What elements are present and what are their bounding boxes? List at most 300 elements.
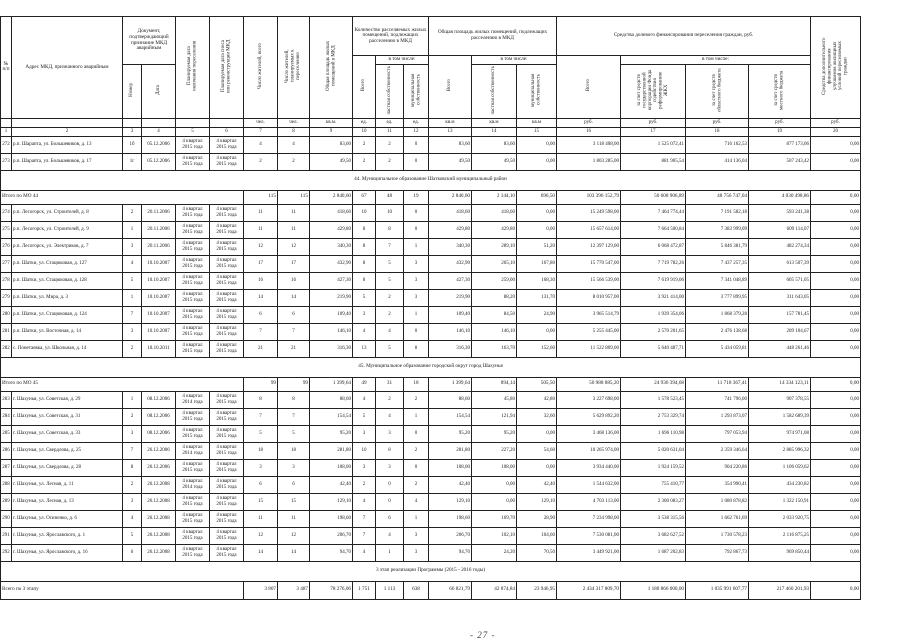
table-cell: 0,00 (811, 527, 861, 544)
table-cell: 157 781,45 (749, 306, 811, 323)
table-cell: 167,80 (517, 255, 557, 272)
table-row (1, 136, 861, 153)
table-cell: 0 (376, 493, 404, 510)
table-row (1, 425, 861, 442)
total-44-cell: 115 (244, 190, 278, 204)
table-cell: 2 (376, 391, 404, 408)
units-row-cell: руб. (749, 118, 811, 127)
units-row-cell: руб. (557, 118, 621, 127)
table-cell: 2 (376, 136, 404, 153)
table-cell: 1 (123, 391, 142, 408)
table-cell: 1 (404, 306, 429, 323)
table-cell: 316,30 (310, 340, 353, 357)
total-stage-label: Всего по 3 этапу (1, 581, 244, 599)
table-cell: 3 (404, 272, 429, 289)
table-cell: 11 (244, 221, 278, 238)
table-cell: 4 (376, 527, 404, 544)
table-cell: 26.12.2006 (142, 442, 176, 459)
total-45-cell: 49 (353, 377, 376, 391)
table-cell: 0,00 (517, 204, 557, 221)
column-numbers-row-cell: 14 (472, 127, 517, 136)
table-cell: 8 (244, 391, 278, 408)
table-cell: 4 квартал 2015 года (176, 255, 210, 272)
table-cell: 28,90 (517, 510, 557, 527)
table-row (1, 442, 861, 459)
table-cell: 198,60 (429, 510, 472, 527)
units-row-cell: ед. (353, 118, 376, 127)
table-cell: 4 квартал 2015 года (176, 527, 210, 544)
header-funding-incl: в том числе: (621, 56, 811, 65)
table-cell: 432,90 (429, 255, 472, 272)
table-cell: 26.12.2006 (142, 459, 176, 476)
table-cell: 414 136,04 (686, 153, 749, 170)
total-44 (1, 190, 861, 204)
table-cell: 0,00 (811, 238, 861, 255)
total-44-cell: 115 (278, 190, 310, 204)
table-cell: 4 квартал 2015 года (176, 306, 210, 323)
table-cell: 08.12.2006 (142, 391, 176, 408)
table-cell: 7 341 048,89 (686, 272, 749, 289)
table-cell: 427,30 (310, 272, 353, 289)
table-cell: 265,10 (472, 255, 517, 272)
table-cell: 4 квартал 2015 года (176, 136, 210, 153)
header-funding: Средства долевого финансирования переселения граждан, руб. (557, 17, 811, 56)
table-cell: 11 (278, 204, 310, 221)
table-cell: 507 243,42 (749, 153, 811, 170)
table-cell: 281,80 (429, 442, 472, 459)
units-row-cell (12, 118, 123, 127)
table-cell: 797 053,94 (686, 425, 749, 442)
table-cell: 7 (353, 510, 376, 527)
total-44-cell: 48 (376, 190, 404, 204)
table-cell: 15 (244, 493, 278, 510)
table-cell: 609 114,07 (749, 221, 811, 238)
table-cell: 1 (123, 221, 142, 238)
table-cell: 8 (376, 221, 404, 238)
document-sheet (0, 16, 861, 600)
table-row (1, 323, 861, 340)
table-cell: 5 (123, 527, 142, 544)
table-cell: 3 538 315,56 (621, 510, 686, 527)
table-cell: 1 080 878,82 (686, 493, 749, 510)
table-cell: 0 (404, 221, 429, 238)
table-cell: г. Шахунья, ул. Лесная, д. 11 (12, 476, 123, 493)
table-cell: 5 255 445,00 (557, 323, 621, 340)
table-cell: 7 (278, 323, 310, 340)
table-cell: 05.12.2006 (142, 153, 176, 170)
table-cell: 6 068 472,87 (621, 238, 686, 255)
table-cell: 4 (123, 255, 142, 272)
table-cell: 4 квартал 2015 года (210, 136, 244, 153)
table-cell: г. Шахунья, ул. Свердлова, д. 25 (12, 442, 123, 459)
table-cell: 277 (1, 255, 12, 272)
units-row-cell: руб. (686, 118, 749, 127)
table-cell: 1 939 354,06 (621, 306, 686, 323)
table-cell: 7 383 999,09 (686, 221, 749, 238)
column-numbers-row-cell: 5 (176, 127, 210, 136)
table-cell: 275 (1, 221, 12, 238)
table-cell: 0,00 (811, 391, 861, 408)
table-cell: 4 (376, 323, 404, 340)
column-numbers-row-cell: 17 (621, 127, 686, 136)
table-cell: 0 (404, 204, 429, 221)
table-cell: 276 (1, 238, 12, 255)
units-row-cell: чел. (278, 118, 310, 127)
table-cell: 0,00 (811, 493, 861, 510)
table-cell: 5 (353, 408, 376, 425)
table-cell: 1 924 159,52 (621, 459, 686, 476)
table-cell: 7 (244, 408, 278, 425)
table-cell: 26.12.2008 (142, 493, 176, 510)
table-cell: 4 (353, 391, 376, 408)
table-cell: 605 571,05 (749, 272, 811, 289)
table-cell: 3 777 899,95 (686, 289, 749, 306)
table-cell: 3 (404, 255, 429, 272)
table-cell: г. Шахунья, ул. Осипенко, д. 6 (12, 510, 123, 527)
header-area-total: Общая площадь жилых помещений в МКД (310, 17, 353, 119)
table-row (1, 510, 861, 527)
table-cell: 0 (404, 459, 429, 476)
table-cell: 198,60 (310, 510, 353, 527)
table-cell: 10.10.2007 (142, 272, 176, 289)
table-cell: 5 629 892,20 (557, 408, 621, 425)
page-signature: - 27 - (470, 630, 496, 640)
table-cell: 2 (376, 289, 404, 306)
table-cell: 4 квартал 2015 года (176, 204, 210, 221)
table-cell: 881 905,54 (621, 153, 686, 170)
table-cell: 20.11.2006 (142, 221, 176, 238)
table-cell: 288 (1, 476, 12, 493)
units-row-cell (210, 118, 244, 127)
table-cell: 4 квартал 2015 года (176, 221, 210, 238)
table-cell: 15 (278, 493, 310, 510)
table-cell: 280 (1, 306, 12, 323)
table-cell: 5 846 381,79 (686, 238, 749, 255)
section-45 (1, 357, 861, 377)
table-cell: 10.10.2007 (142, 289, 176, 306)
table-cell: 20.11.2006 (142, 238, 176, 255)
units-row-cell: руб. (811, 118, 861, 127)
table-cell: 907 378,55 (749, 391, 811, 408)
table-row (1, 221, 861, 238)
header-funding-regional: за счет средств областного бюджета (686, 65, 749, 119)
table-cell: 10 (353, 204, 376, 221)
table-cell: 121,94 (472, 408, 517, 425)
header-plan-relocation: Планируемая дата окончания переселения (176, 17, 210, 119)
table-cell: 282 (1, 340, 12, 357)
table-cell: 2 033 920,75 (749, 510, 811, 527)
table-cell: 206,70 (429, 527, 472, 544)
table-cell: 5 (376, 340, 404, 357)
table-cell: г. Шахунья, ул. Ярославского, д. 1 (12, 527, 123, 544)
table-cell: 482 274,34 (749, 238, 811, 255)
table-cell: 4 703 113,00 (557, 493, 621, 510)
table-cell: 429,80 (310, 221, 353, 238)
table-cell: 877 173,06 (749, 136, 811, 153)
units-row-cell (176, 118, 210, 127)
table-cell: 11 (278, 510, 310, 527)
header-funding-fund: за счет средств государственной корпорации Фонда содействия реформированию ЖКХ (621, 65, 686, 119)
table-cell: 2 (353, 476, 376, 493)
total-44-cell: 2 840,60 (310, 190, 353, 204)
column-numbers-row-cell: 10 (353, 127, 376, 136)
table-cell: 146,10 (472, 323, 517, 340)
table-cell: 5 (376, 272, 404, 289)
header-residents-total: Число жителей, всего (244, 17, 278, 119)
table-cell: 94,70 (310, 544, 353, 561)
total-stage-cell: 1 035 991 607,77 (686, 581, 749, 599)
total-45-cell: 505,50 (517, 377, 557, 391)
table-cell: 3 (123, 238, 142, 255)
table-cell: 2 (123, 476, 142, 493)
table-cell: 4 квартал 2015 года (210, 408, 244, 425)
column-numbers-row-cell: 2 (12, 127, 123, 136)
table-cell: 17 (278, 255, 310, 272)
table-cell: 4 квартал 2015 года (210, 221, 244, 238)
table-cell: 146,10 (310, 323, 353, 340)
table-cell: 102,10 (472, 527, 517, 544)
table-cell: 7 619 919,06 (621, 272, 686, 289)
table-cell: 8 (353, 272, 376, 289)
column-numbers-row-cell: 1 (1, 127, 12, 136)
section-45-title: 45. Муниципальное образование городской округ город Шахунья (1, 357, 861, 377)
units-row-cell: чел. (244, 118, 278, 127)
table-cell: 2 (404, 391, 429, 408)
table-cell: 3 (404, 289, 429, 306)
table-cell: 4 квартал 2015 года (210, 340, 244, 357)
table-cell: 4 квартал 2015 года (210, 476, 244, 493)
table-cell: 21 (244, 340, 278, 357)
table-cell: 0,00 (811, 442, 861, 459)
table-cell: 0,00 (811, 255, 861, 272)
table-cell: 274 (1, 204, 12, 221)
table-cell: 49,50 (310, 153, 353, 170)
table-cell: 10.10.2007 (142, 306, 176, 323)
table-cell: 1 (404, 408, 429, 425)
table-cell: 2 (404, 442, 429, 459)
header-residents-planned: Число жителей, планируемых к переселению (278, 17, 310, 119)
total-45-cell: 0,00 (811, 377, 861, 391)
table-cell: 3 449 921,00 (557, 544, 621, 561)
table-cell: 2 570 201,65 (621, 323, 686, 340)
table-cell: 0,00 (811, 425, 861, 442)
total-44-cell: 4 030 498,86 (749, 190, 811, 204)
table-cell: 4 квартал 2015 года (210, 306, 244, 323)
table-cell: 18 (278, 442, 310, 459)
table-cell: 12 (244, 527, 278, 544)
table-cell: г. Шахунья, ул. Советская, д. 29 (12, 391, 123, 408)
table-cell: 291 (1, 527, 12, 544)
table-body (1, 17, 861, 600)
section-44 (1, 170, 861, 190)
total-stage-cell: 1 180 866 000,00 (621, 581, 686, 599)
table-cell: 12 (278, 238, 310, 255)
table-cell: 0,00 (517, 136, 557, 153)
column-numbers-row-cell: 19 (749, 127, 811, 136)
table-cell: 4 квартал 2015 года (210, 459, 244, 476)
table-cell: 94,70 (429, 544, 472, 561)
table-cell: 285 (1, 425, 12, 442)
table-cell: 418,60 (472, 204, 517, 221)
table-row (1, 459, 861, 476)
table-cell: 163,70 (472, 340, 517, 357)
table-cell: 2 (123, 204, 142, 221)
table-cell: 2 (376, 306, 404, 323)
table-cell: 88,60 (429, 391, 472, 408)
units-row-cell: ед. (376, 118, 404, 127)
table-cell: 4 (404, 493, 429, 510)
total-44-cell: 0,00 (811, 190, 861, 204)
units-row-cell (1, 118, 12, 127)
table-cell: 0,00 (517, 459, 557, 476)
table-cell: 0,00 (517, 323, 557, 340)
header-rooms-count: Количество расселяемых жилых помещений, подлежащих расселению в МКД (353, 17, 429, 56)
header-plan-demolition: Планируемая дата сноса или реконструкции МКД (210, 17, 244, 119)
table-cell: 1 (123, 289, 142, 306)
table-cell: 1 293 873,07 (686, 408, 749, 425)
table-cell: 4 квартал 2015 года (176, 493, 210, 510)
table-cell: 84,50 (472, 306, 517, 323)
table-cell: 83,60 (472, 136, 517, 153)
column-numbers-row-cell: 7 (244, 127, 278, 136)
total-44-cell: 67 (353, 190, 376, 204)
header-funding-local: за счет средств местного бюджета (749, 65, 811, 119)
table-cell: 154,54 (310, 408, 353, 425)
table-cell: 287 (1, 459, 12, 476)
units-row-cell (142, 118, 176, 127)
table-cell: 292 (1, 544, 12, 561)
table-cell: г. Шахунья, ул. Свердлова, д. 28 (12, 459, 123, 476)
table-cell: 12 397 129,00 (557, 238, 621, 255)
table-cell: 131,70 (517, 289, 557, 306)
table-cell: 279 (1, 289, 12, 306)
table-cell: 6 (376, 510, 404, 527)
header-n: № п/п (1, 17, 12, 119)
table-row (1, 306, 861, 323)
total-45 (1, 377, 861, 391)
table-cell: 21 (278, 340, 310, 357)
units-row-cell: кв.м (472, 118, 517, 127)
table-cell: 418,60 (429, 204, 472, 221)
total-stage (1, 581, 861, 599)
table-cell: 12 (278, 527, 310, 544)
table-cell: 227,20 (472, 442, 517, 459)
total-45-label: Итого по МО 45 (1, 377, 244, 391)
table-cell: 42,80 (517, 391, 557, 408)
total-44-cell: 50 608 906,89 (621, 190, 686, 204)
column-numbers-row-cell: 6 (210, 127, 244, 136)
table-cell: 7 437 257,35 (686, 255, 749, 272)
table-cell: 418,60 (310, 204, 353, 221)
total-45-cell: 14 334 123,11 (749, 377, 811, 391)
table-cell: 0 (404, 153, 429, 170)
table-cell: 49,50 (472, 153, 517, 170)
table-cell: 88,60 (310, 391, 353, 408)
table-cell: 4 квартал 2015 года (210, 272, 244, 289)
table-cell: 2 (353, 153, 376, 170)
table-cell: 129,10 (429, 493, 472, 510)
table-cell: 3 (353, 459, 376, 476)
table-cell: 974 971,08 (749, 425, 811, 442)
table-cell: 1б (123, 136, 142, 153)
table-cell: 354 990,41 (686, 476, 749, 493)
table-cell: 3 (244, 459, 278, 476)
table-cell: 2 116 875,25 (749, 527, 811, 544)
total-stage-cell: 3 807 (244, 581, 278, 599)
table-cell: 4 квартал 2015 года (176, 459, 210, 476)
table-cell: 286 (1, 442, 12, 459)
table-cell: 26.12.2008 (142, 510, 176, 527)
total-stage-cell: 78 276,06 (310, 581, 353, 599)
table-cell: с. Понетаевка, ул. Школьная, д. 14 (12, 340, 123, 357)
header-address: Адрес МКД, признанного аварийным (12, 17, 123, 119)
table-cell: 20.11.2006 (142, 204, 176, 221)
table-cell: 0,00 (811, 476, 861, 493)
table-cell: 0,00 (811, 306, 861, 323)
column-numbers-row-cell: 3 (123, 127, 142, 136)
table-cell: 3 (353, 306, 376, 323)
table-cell: 15 657 614,00 (557, 221, 621, 238)
table-cell: 0,00 (811, 340, 861, 357)
header-additional: Средства дополнительного финансирования улучшения жилищных условий переселяемых граждан (811, 17, 861, 119)
table-cell: 83,60 (310, 136, 353, 153)
table-cell: 2 885 996,32 (749, 442, 811, 459)
table-cell: 290 (1, 510, 12, 527)
total-45-cell: 1 399,64 (429, 377, 472, 391)
table-cell: 0 (404, 136, 429, 153)
table-cell: 2 300 083,27 (621, 493, 686, 510)
units-row-cell: ед. (404, 118, 429, 127)
table-cell: р.п. Шатки, ул. Стацюковая, д. 127 (12, 255, 123, 272)
table-cell: 16 (244, 272, 278, 289)
table-row (1, 153, 861, 170)
table-cell: 15 249 598,00 (557, 204, 621, 221)
table-cell: 2 753 329,74 (621, 408, 686, 425)
table-cell: 4 квартал 2015 года (176, 323, 210, 340)
table-cell: 7 719 782,26 (621, 255, 686, 272)
column-numbers-row (1, 127, 861, 136)
stage-title-title: 3 этап реализации Программы (2015 - 2016 годы) (1, 561, 861, 581)
table-cell: 7 234 998,00 (557, 510, 621, 527)
total-44-cell: 48 756 747,04 (686, 190, 749, 204)
table-cell: 0,00 (472, 476, 517, 493)
table-cell: 6 (244, 476, 278, 493)
table-cell: 168,30 (517, 272, 557, 289)
table-cell: 49,50 (429, 153, 472, 170)
table-cell: 0 (404, 323, 429, 340)
table-cell: р.п. Шарапта, ул. Большевиков, д. 17 (12, 153, 123, 170)
table-cell: 4 квартал 2015 года (176, 340, 210, 357)
section-44-title: 44. Муниципальное образование Шатковский муниципальный район (1, 170, 861, 190)
total-stage-cell: 42 874,84 (472, 581, 517, 599)
table-cell: р.п. Шатки, ул. Стацюковая, д. 124 (12, 306, 123, 323)
table-cell: р.п. Шарапта, ул. Большевиков, д. 13 (12, 136, 123, 153)
table-cell: 12 (244, 238, 278, 255)
table-cell: 8 (404, 340, 429, 357)
table-cell: 0,00 (811, 544, 861, 561)
stage-title (1, 561, 861, 581)
total-45-cell: 894,14 (472, 377, 517, 391)
table-row (1, 391, 861, 408)
units-row-cell: кв.м (429, 118, 472, 127)
table-row (1, 255, 861, 272)
table-cell: 51,20 (517, 238, 557, 255)
table-cell: 289 (1, 493, 12, 510)
total-45-cell: 50 988 885,20 (557, 377, 621, 391)
total-45-cell: 31 (376, 377, 404, 391)
column-numbers-row-cell: 15 (517, 127, 557, 136)
table-cell: 129,10 (310, 493, 353, 510)
